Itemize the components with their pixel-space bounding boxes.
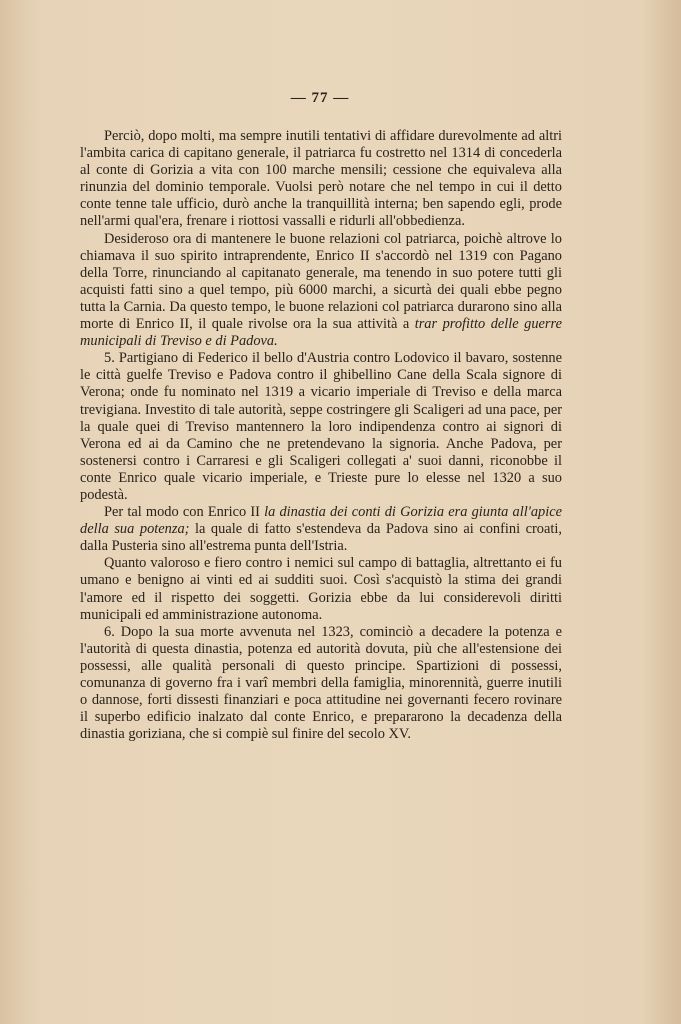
- page-number: — 77 —: [290, 90, 350, 106]
- paragraph-text: 5. Partigiano di Federico il bello d'Austria contro Lodovico il bavaro, sostenne le città guelfe Treviso e Padova contro il ghibellino Cane della Scala signore di Verona; onde fu nominato nel 1319 a vicario imperiale di Treviso e della marca trevigiana. Investito di tale autorità, seppe costringere gli Scaligeri ad una pace, per la quale quei di Treviso mantennero la loro indipendenza contro ai signori di Verona ed ai da Camino che ne pretendevano la signoria. Anche Padova, per sostenersi contro i Carraresi e gli Scaligeri collegati a' suoi danni, riconobbe il conte Enrico quale vicario imperiale, e Trieste pure lo elesse nel 1320 a suo podestà.: [80, 350, 562, 503]
- paragraph-text: Quanto valoroso e fiero contro i nemici sul campo di battaglia, altrettanto ei fu umano e benigno ai vinti ed ai sudditi suoi. Così s'acquistò la stima dei grandi l'amore ed il rispetto dei soggetti. Gorizia ebbe da lui considerevoli diritti municipali ed amministrazione autonoma.: [80, 555, 562, 623]
- paragraph-text: Desideroso ora di mantenere le buone relazioni col patriarca, poichè altrove lo chiamava il suo spirito intraprendente, Enrico II s'accordò nel 1319 con Pagano della Torre, rinunciando al capitanato generale, ma tenendo in suo potere tutti gli acquisti fatti sino a quel tempo, più 6000 marchi, a sicurtà dei quali ebbe pegno tutta la Carnia. Da questo tempo, le buone relazioni col patriarca durarono sino alla morte di Enrico II, il quale rivolse ora la sua attività a: [80, 230, 562, 333]
- paragraph: [80, 231, 562, 351]
- page-body: [80, 128, 562, 743]
- paragraph: [80, 128, 562, 231]
- italic-text: la dinastia dei conti di Gorizia era giunta all'apice della sua potenza;: [80, 504, 562, 538]
- paragraph: [80, 504, 562, 555]
- paragraph-text: la quale di fatto s'estendeva da Padova sino ai confini croati, dalla Pusteria sino all'estrema punta dell'Istria.: [80, 521, 562, 555]
- paragraph: [80, 624, 562, 744]
- paragraph: [80, 555, 562, 623]
- paragraph-text: Perciò, dopo molti, ma sempre inutili tentativi di affidare durevolmente ad altri l'ambita carica di capitano generale, il patriarca fu costretto nel 1314 di concederla al conte di Gorizia a vita con 100 marche mensili; cessione che equivaleva alla rinunzia del dominio temporale. Vuolsi però notare che nel tempo in cui il detto conte tenne tale ufficio, durò anche la tranquillità interna; ben sapendo egli, prode nell'armi qual'era, frenare i riottosi vassalli e ridurli all'obbedienza.: [80, 128, 562, 230]
- paragraph-text: Per tal modo con Enrico II: [104, 504, 265, 521]
- italic-text: trar profitto delle guerre municipali di Treviso e di Padova.: [80, 316, 562, 350]
- paragraph: [80, 350, 562, 504]
- paragraph-text: 6. Dopo la sua morte avvenuta nel 1323, cominciò a decadere la potenza e l'autorità di questa dinastia, potenza ed autorità dovuta, più che all'estensione dei possessi, alle qualità personali di questo principe. Spartizioni di possessi, comunanza di governo fra i varî membri della famiglia, minorennità, guerre inutili o dannose, forti dissesti finanziari e poca attitudine nei governanti fecero rovinare il superbo edificio inalzato dal conte Enrico, e prepararono la decadenza della dinastia goriziana, che si compiè sul finire del secolo XV.: [80, 623, 562, 743]
